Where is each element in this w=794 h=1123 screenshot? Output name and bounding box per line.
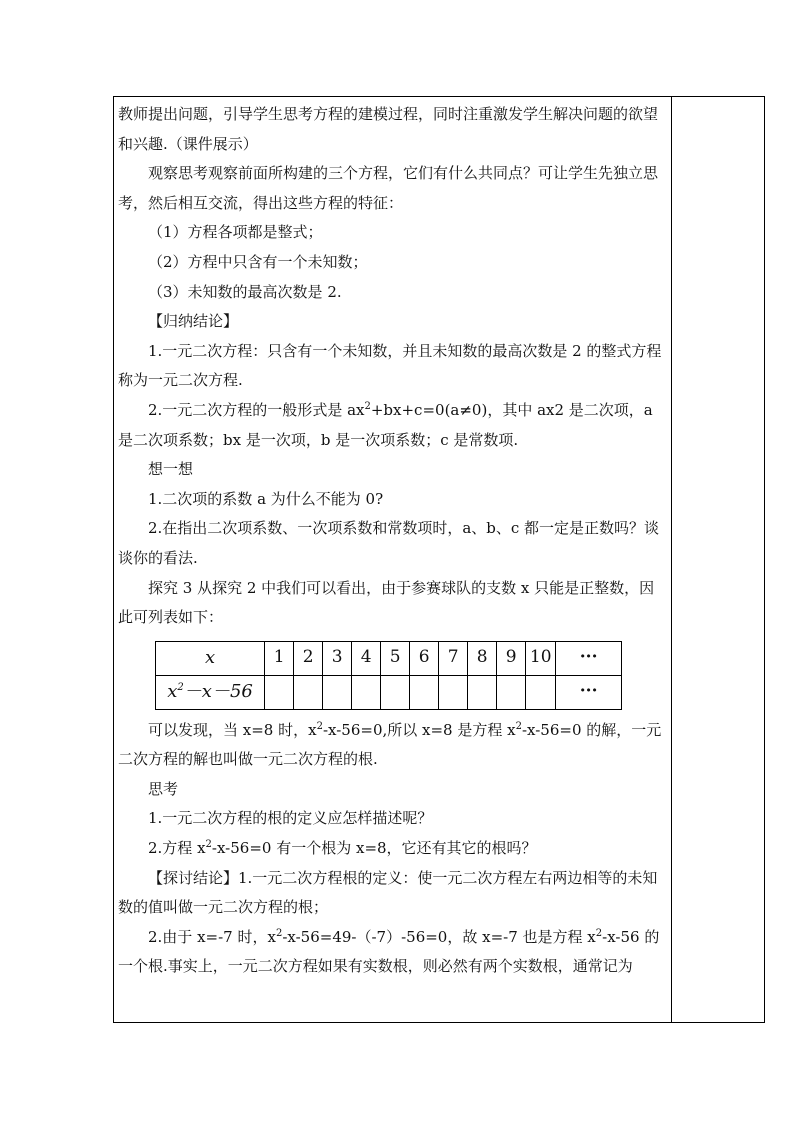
second-root-sup1: 2 [275,927,283,939]
table-row [156,675,622,709]
table-cell: 10 [526,641,556,675]
other-roots-b: -x-56=0 有一个根为 x=8，它还有其它的根吗？ [211,839,537,858]
second-root-sup2: 2 [595,927,603,939]
other-roots-sup: 2 [205,839,212,851]
table-cell: 3 [323,641,352,675]
expression-x: x [167,681,178,703]
table-cell: 5 [381,641,410,675]
table-cell: 1 [265,641,294,675]
definition-quadratic: 1.一元二次方程：只含有一个未知数，并且未知数的最高次数是 2 的整式方程称为一元二次方程. [118,341,662,390]
values-table [155,641,622,710]
table-cell-empty [410,675,439,709]
table-cell-empty [323,675,352,709]
table-cell: 7 [439,641,468,675]
general-form-b: +bx+c=0(a≠0)，其中 ax2 是二次项，a 是二次项系数；bx 是一次项，b 是一次项系数；c 是常数项. [118,400,653,449]
discovery-sup2: 2 [515,720,522,732]
table-cell: 8 [468,641,497,675]
table-ellipsis: ··· [556,675,622,709]
discussion-conclusion: 【探讨结论】1.一元二次方程根的定义：使一元二次方程左右两边相等的未知数的值叫做一元二次方程的根； [118,868,658,917]
paragraph-intro: 教师提出问题，引导学生思考方程的建模过程，同时注重激发学生解决问题的欲望和兴趣.（课件展示） [118,105,659,153]
think-heading-2: 思考 [148,779,179,798]
table-cell-empty [439,675,468,709]
discovery-sup1: 2 [316,720,323,732]
table-cell-empty [294,675,323,709]
paragraph-observe: 观察思考观察前面所构建的三个方程，它们有什么共同点？可让学生先独立思考，然后相互交流，得出这些方程的特征： [118,164,659,212]
table-cell-empty [265,675,294,709]
second-root-a: 2.由于 x=-7 时，x [148,927,276,946]
feature-3: （3）未知数的最高次数是 2. [148,282,342,301]
section-conclusion-heading: 【归纳结论】 [148,312,239,331]
question-2: 2.在指出二次项系数、一次项系数和常数项时，a、b、c 都一定是正数吗？谈谈你的看法. [118,519,660,567]
table-cell-empty [497,675,526,709]
second-root-c: -x-56 的一个根.事实上，一元二次方程如果有实数根，则必然有两个实数根，通常记为 [118,927,660,976]
explore-3: 探究 3 从探究 2 中我们可以看出，由于参赛球队的支数 x 只能是正整数，因此可列表如下： [118,578,655,627]
table-cell: 9 [497,641,526,675]
table-header-expression [156,675,265,709]
column-divider [671,96,672,1023]
general-form-sup: 2 [364,400,371,412]
feature-1: （1）方程各项都是整式； [148,223,323,242]
expression-rest: －x－56 [183,681,253,703]
question-other-roots [118,834,666,864]
discovery-c: -x-56=0 的解，一元二次方程的解也叫做一元二次方程的根. [118,720,662,769]
other-roots-a: 2.方程 x [148,839,206,858]
table-cell-empty [381,675,410,709]
second-root-paragraph [118,923,666,982]
table-cell-empty [526,675,556,709]
table-header-x: x [156,641,265,675]
question-root-definition: 1.一元二次方程的根的定义应怎样描述呢？ [148,809,433,828]
expression-sup: 2 [177,682,184,694]
values-table-wrap [155,641,622,710]
table-row [156,641,622,675]
table-cell-empty [352,675,381,709]
table-cell-empty [468,675,497,709]
question-1: 1.二次项的系数 a 为什么不能为 0? [148,489,384,508]
discovery-b: -x-56=0,所以 x=8 是方程 x [322,720,516,739]
general-form-a: 2.一元二次方程的一般形式是 ax [148,400,365,419]
table-cell: 2 [294,641,323,675]
general-form [118,396,666,455]
feature-2: （2）方程中只含有一个未知数； [148,252,368,271]
table-cell: 6 [410,641,439,675]
think-heading: 想一想 [148,460,194,479]
table-ellipsis: ··· [556,641,622,675]
discovery-a: 可以发现，当 x=8 时，x [148,720,317,739]
table-cell: 4 [352,641,381,675]
discovery-paragraph [118,716,666,775]
lesson-content [118,100,666,982]
second-root-b: -x-56=49-（-7）-56=0，故 x=-7 也是方程 x [282,927,596,946]
